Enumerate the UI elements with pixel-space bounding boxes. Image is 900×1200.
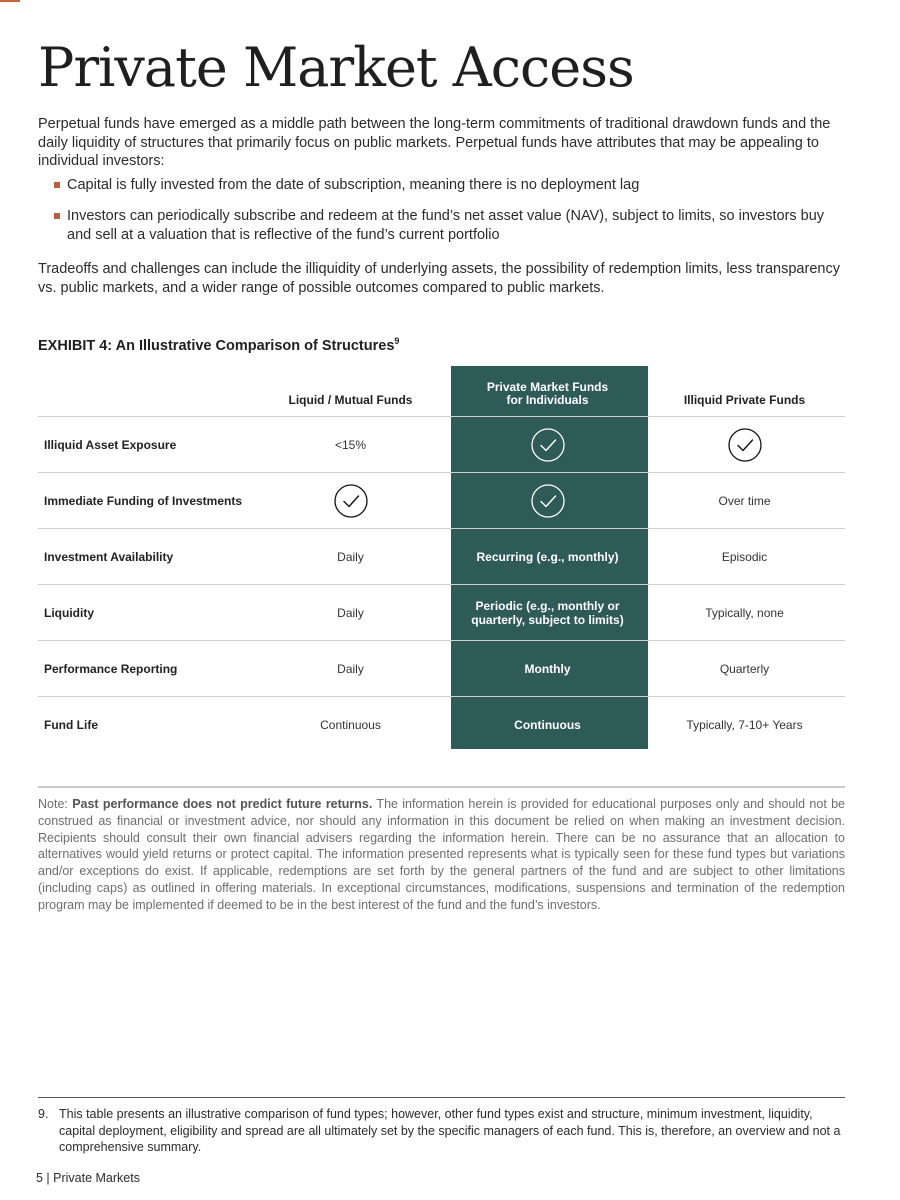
column-header: Illiquid Private Funds: [683, 393, 806, 407]
table-row: [38, 529, 845, 585]
exhibit-footnote-ref: 9: [394, 336, 400, 346]
column-header: Liquid / Mutual Funds: [288, 393, 413, 407]
intro-paragraph: Perpetual funds have emerged as a middle path between the long-term commitments of traditional drawdown funds and the daily liquidity of structures that primarily focus on public markets. Perpetual funds have attributes that may be appealing to individual investors:: [38, 116, 831, 169]
note-divider: [38, 786, 845, 788]
table-cell: Over time: [718, 493, 771, 508]
exhibit-title: [38, 336, 399, 354]
table-cell: <15%: [334, 437, 367, 452]
note-paragraph: [38, 796, 845, 914]
table-cell: Recurring (e.g., monthly): [476, 549, 619, 564]
bullet-item: [52, 207, 844, 245]
table-cell: Continuous: [514, 717, 581, 732]
table-row: [38, 641, 845, 697]
row-label: Performance Reporting: [44, 661, 178, 676]
corner-accent-mark: [0, 0, 20, 2]
table-cell: Daily: [337, 605, 364, 620]
table-row: [38, 585, 845, 641]
table-header-blank: [38, 366, 252, 416]
table-cell: Typically, 7-10+ Years: [686, 717, 803, 732]
comparison-table: [38, 366, 845, 752]
row-label: Investment Availability: [44, 549, 174, 564]
tradeoffs-paragraph: Tradeoffs and challenges can include the illiquidity of underlying assets, the possibility of redemption limits, less transparency vs. public markets, and a wider range of possible outcomes compared to public markets.: [38, 261, 840, 296]
row-label: Immediate Funding of Investments: [44, 493, 243, 508]
check-circle-icon: [728, 428, 762, 462]
exhibit-title-text: EXHIBIT 4: An Illustrative Comparison of Structures: [38, 337, 395, 354]
page-footer: 5 | Private Markets: [36, 1171, 140, 1185]
table-cell: [449, 417, 646, 472]
note-prefix: Note:: [38, 797, 73, 811]
note-bold: Past performance does not predict future returns.: [72, 797, 373, 811]
table-cell: Monthly: [524, 661, 571, 676]
table-cell: Daily: [337, 549, 364, 564]
column-header: Private Market Funds for Individuals: [486, 380, 609, 407]
footnote-divider: [38, 1097, 845, 1098]
bullet-text: Capital is fully invested from the date of subscription, meaning there is no deployment lag: [67, 177, 640, 193]
table-cell: Daily: [337, 661, 364, 676]
footnote: [38, 1106, 845, 1156]
check-circle-icon: [334, 484, 368, 518]
table-cell: [646, 417, 843, 472]
row-label: Fund Life: [44, 717, 98, 732]
table-cell: Typically, none: [705, 605, 784, 620]
table-cell: Quarterly: [719, 661, 770, 676]
table-row: [38, 417, 845, 473]
table-cell: Episodic: [721, 549, 768, 564]
check-circle-icon: [531, 484, 565, 518]
table-cell: Continuous: [320, 717, 381, 732]
page-title: Private Market Access: [38, 36, 634, 99]
bullet-square-icon: [54, 213, 60, 219]
bullet-item: [52, 176, 844, 195]
note-text: The information herein is provided for educational purposes only and should not be construed as financial or investment advice, nor should any information in this document be relied on when making an investment decision. Recipients should consult their own financial advisers regarding the information herein. There can be no assurance that an allocation to alternatives would yield returns or protect capital. The information presented represents what is typically seen for these fund types but variations and/or exceptions do exist. If applicable, redemptions are set forth by the general partners of the fund and are subject to other limitations (including caps) as outlined in offering materials. In exceptional circumstances, modifications, suspensions and termination of the redemption program may be implemented if deemed to be in the best interest of the fund and the fund’s investors.: [38, 797, 845, 912]
footnote-text: This table presents an illustrative comparison of fund types; however, other fund types exist and structure, minimum investment, liquidity, capital deployment, eligibility and spread are all ultimately set by the specific managers of each fund. This is, therefore, an overview and not a comprehensive summary.: [59, 1107, 841, 1154]
table-cell: Periodic (e.g., monthly or quarterly, subject to limits): [471, 598, 624, 627]
table-cell: [449, 473, 646, 528]
table-row: [38, 473, 845, 529]
table-row: [38, 697, 845, 752]
table-header-row: [38, 366, 845, 417]
bullet-list: [52, 176, 844, 257]
row-label: Liquidity: [44, 605, 94, 620]
bullet-square-icon: [54, 182, 60, 188]
check-circle-icon: [531, 428, 565, 462]
bullet-text: Investors can periodically subscribe and redeem at the fund’s net asset value (NAV), subject to limits, so investors buy and sell at a valuation that is reflective of the fund’s current portfolio: [67, 208, 825, 243]
row-label: Illiquid Asset Exposure: [44, 437, 177, 452]
table-cell: [252, 473, 449, 528]
footnote-number: 9.: [38, 1107, 49, 1121]
